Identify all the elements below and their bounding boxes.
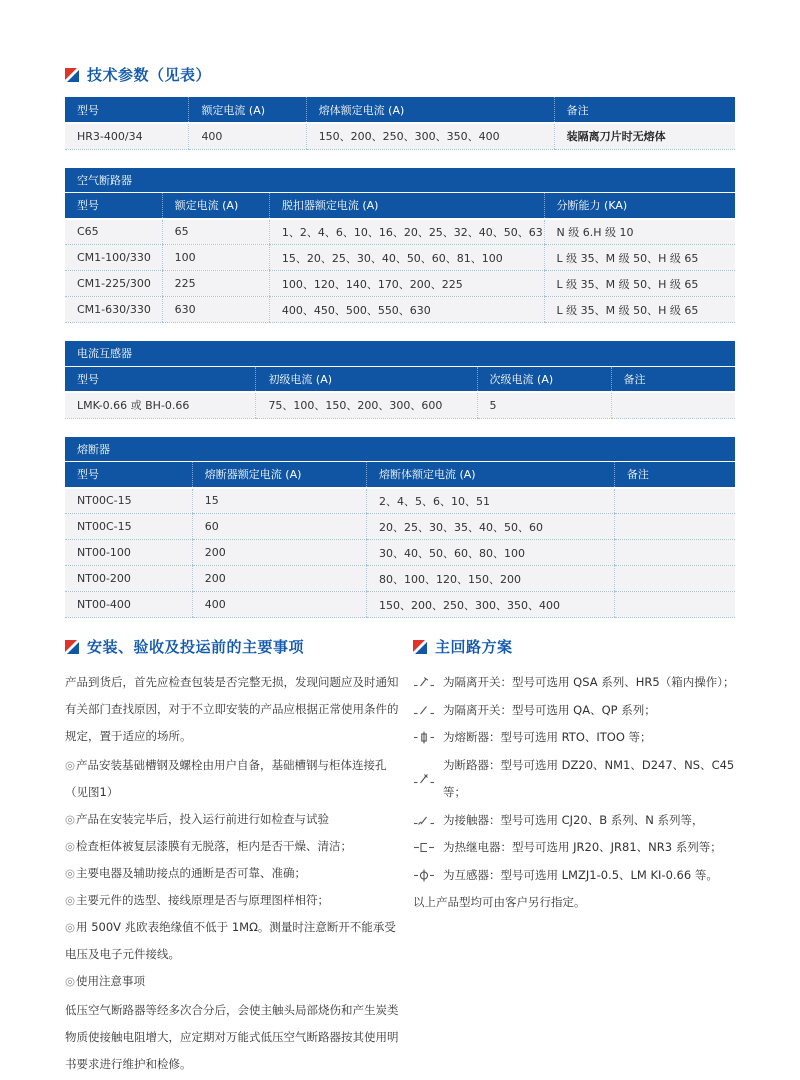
knife-switch-icon	[413, 704, 443, 717]
table-row	[65, 540, 735, 566]
circuit-item-text: 为互感器：型号可选用 LMZJ1-0.5、LM KI-0.66 等。	[443, 867, 718, 882]
install-section	[65, 636, 403, 1080]
table-cell: NT00-400	[65, 592, 192, 618]
bullet-marker-icon: ◎	[65, 839, 76, 853]
bullet-marker-icon: ◎	[65, 974, 76, 988]
table-cell: 200	[192, 540, 366, 566]
circuit-item	[413, 724, 735, 752]
bullet-marker-icon: ◎	[65, 758, 76, 772]
bullet-marker-icon: ◎	[65, 866, 76, 880]
table-header-row	[65, 97, 735, 123]
table-cell: 100	[162, 245, 269, 271]
table-section-band-label: 电流互感器	[65, 341, 735, 366]
spec-table-air-breaker	[65, 168, 735, 324]
section-title-text: 技术参数（见表）	[87, 66, 212, 84]
column-header: 次级电流 (A)	[477, 366, 611, 392]
table-cell: CM1-225/300	[65, 271, 162, 297]
table-section-band-label: 空气断路器	[65, 168, 735, 193]
section-title-text: 安装、验收及投运前的主要事项	[87, 638, 305, 656]
column-header: 熔体额定电流 (A)	[306, 97, 554, 123]
table-cell: 150、200、250、300、350、400	[306, 123, 554, 149]
column-header: 型号	[65, 97, 189, 123]
table-row	[65, 488, 735, 514]
table-cell: 20、25、30、35、40、50、60	[366, 514, 614, 540]
circuit-item-text: 为接触器：型号可选用 CJ20、B 系列、N 系列等，	[443, 812, 704, 827]
circuit-item-text: 为隔离开关：型号可选用 QA、QP 系列；	[443, 702, 656, 717]
column-header: 型号	[65, 462, 192, 488]
table-row	[65, 566, 735, 592]
bullet-text: 产品在安装完毕后，投入运行前进行如检查与试验	[76, 812, 330, 826]
circuit-item	[413, 862, 735, 890]
circuit-item	[413, 752, 735, 807]
install-bullet	[65, 860, 403, 887]
circuit-item-text: 为隔离开关：型号可选用 QSA 系列、HR5（箱内操作）；	[443, 675, 735, 689]
bullet-text: 用 500V 兆欧表绝缘值不低于 1MΩ。测量时注意断开不能承受电压及电子元件接线。	[65, 920, 396, 961]
table-cell: 60	[192, 514, 366, 540]
circuit-item-text: 为熔断器：型号可选用 RTO、ITOO 等；	[443, 730, 652, 744]
install-bullet	[65, 968, 403, 995]
column-header: 额定电流 (A)	[189, 97, 306, 123]
table-row	[65, 123, 735, 149]
table-cell: 400	[189, 123, 306, 149]
install-bullet-list	[65, 752, 403, 995]
table-cell: 65	[162, 219, 269, 245]
column-header: 熔断器额定电流 (A)	[192, 462, 366, 488]
table-cell	[611, 392, 735, 418]
column-header: 熔断体额定电流 (A)	[366, 462, 614, 488]
circuit-section	[413, 636, 735, 1080]
install-intro: 产品到货后，首先应检查包装是否完整无损，发现问题应及时通知有关部门查找原因，对于不立即安装的产品应根据正常使用条件的规定，置于适应的场所。	[65, 675, 399, 743]
table-cell: 15、20、25、30、40、50、60、81、100	[269, 245, 544, 271]
table-cell: 400	[192, 592, 366, 618]
current-transformer-icon	[413, 869, 443, 882]
spec-table-current-transformer	[65, 341, 735, 419]
table-cell: 5	[477, 392, 611, 418]
bullet-text: 产品安装基础槽钢及螺栓由用户自备，基础槽钢与柜体连接孔（见图1）	[65, 758, 387, 799]
table-cell	[614, 514, 735, 540]
circuit-item	[413, 807, 735, 835]
table-cell: LMK-0.66 或 BH-0.66	[65, 392, 256, 418]
table-section-band	[65, 168, 735, 193]
table-cell: NT00-200	[65, 566, 192, 592]
table-cell: L 级 35、M 级 50、H 级 65	[544, 245, 735, 271]
contactor-icon	[413, 814, 443, 827]
table-row	[65, 271, 735, 297]
thermal-relay-icon	[413, 841, 443, 854]
table-cell	[614, 592, 735, 618]
table-row	[65, 392, 735, 418]
circuit-title	[413, 636, 735, 657]
table-cell: N 级 6.H 级 10	[544, 219, 735, 245]
circuit-breaker-icon	[413, 773, 443, 786]
table-cell: 225	[162, 271, 269, 297]
bullet-marker-icon: ◎	[65, 812, 76, 826]
circuit-item	[413, 669, 735, 697]
install-bullet	[65, 833, 403, 860]
table-cell: 30、40、50、60、80、100	[366, 540, 614, 566]
disconnector-switch-icon	[413, 676, 443, 689]
table-cell: CM1-100/330	[65, 245, 162, 271]
table-row	[65, 592, 735, 618]
table-header-row	[65, 193, 735, 219]
table-cell: 80、100、120、150、200	[366, 566, 614, 592]
corner-flag-icon	[413, 640, 427, 654]
column-header: 初级电流 (A)	[256, 366, 477, 392]
circuit-item	[413, 834, 735, 862]
table-cell: L 级 35、M 级 50、H 级 65	[544, 297, 735, 323]
bullet-marker-icon: ◎	[65, 920, 76, 934]
table-cell: 1、2、4、6、10、16、20、25、32、40、50、63	[269, 219, 544, 245]
bullet-text: 主要元件的选型、接线原理是否与原理图样相符；	[76, 893, 330, 907]
circuit-item	[413, 697, 735, 725]
column-header: 型号	[65, 366, 256, 392]
corner-flag-icon	[65, 640, 79, 654]
bullet-text: 主要电器及辅助接点的通断是否可靠、准确；	[76, 866, 307, 880]
spec-table-isolation-switch	[65, 97, 735, 150]
table-cell: 装隔离刀片时无熔体	[554, 123, 735, 149]
column-header: 型号	[65, 193, 162, 219]
table-cell: CM1-630/330	[65, 297, 162, 323]
table-section-band	[65, 437, 735, 462]
table-cell: 630	[162, 297, 269, 323]
table-cell: C65	[65, 219, 162, 245]
table-cell: 400、450、500、550、630	[269, 297, 544, 323]
table-cell: 75、100、150、200、300、600	[256, 392, 477, 418]
table-cell: 2、4、5、6、10、51	[366, 488, 614, 514]
column-header: 备注	[614, 462, 735, 488]
column-header: 备注	[554, 97, 735, 123]
install-outro: 低压空气断路器等经多次合分后，会使主触头局部烧伤和产生炭类物质使接触电阻增大，应定期对万能式低压空气断路器按其使用明书要求进行维护和检修。	[65, 1003, 399, 1071]
tech-params-title	[65, 64, 735, 85]
fuse-icon	[413, 731, 443, 744]
circuit-item-text: 为热继电器：型号可选用 JR20、JR81、NR3 系列等；	[443, 840, 722, 854]
bottom-columns	[65, 636, 735, 1080]
table-cell: 200	[192, 566, 366, 592]
bullet-marker-icon: ◎	[65, 893, 76, 907]
install-bullet	[65, 914, 403, 968]
table-header-row	[65, 366, 735, 392]
spec-table-fuse	[65, 437, 735, 619]
table-row	[65, 245, 735, 271]
table-cell: NT00C-15	[65, 488, 192, 514]
table-cell: 150、200、250、300、350、400	[366, 592, 614, 618]
corner-flag-icon	[65, 68, 79, 82]
table-cell: L 级 35、M 级 50、H 级 65	[544, 271, 735, 297]
table-cell: HR3-400/34	[65, 123, 189, 149]
section-title-text: 主回路方案	[435, 638, 513, 656]
table-cell: NT00C-15	[65, 514, 192, 540]
column-header: 额定电流 (A)	[162, 193, 269, 219]
table-cell	[614, 566, 735, 592]
table-cell	[614, 540, 735, 566]
table-cell: NT00-100	[65, 540, 192, 566]
table-row	[65, 297, 735, 323]
column-header: 脱扣器额定电流 (A)	[269, 193, 544, 219]
column-header: 备注	[611, 366, 735, 392]
install-bullet	[65, 887, 403, 914]
table-row	[65, 219, 735, 245]
install-title	[65, 636, 403, 657]
table-header-row	[65, 462, 735, 488]
column-header: 分断能力 (KA)	[544, 193, 735, 219]
table-section-band-label: 熔断器	[65, 437, 735, 462]
table-cell: 100、120、140、170、200、225	[269, 271, 544, 297]
circuit-footer-note: 以上产品型均可由客户另行指定。	[413, 895, 586, 909]
bullet-text: 检查柜体被复层漆膜有无脱落，柜内是否干燥、清洁；	[76, 839, 353, 853]
bullet-text: 使用注意事项	[76, 974, 146, 988]
table-row	[65, 514, 735, 540]
install-bullet	[65, 806, 403, 833]
install-bullet	[65, 752, 403, 806]
circuit-item-list	[413, 669, 735, 889]
table-cell: 15	[192, 488, 366, 514]
circuit-item-text: 为断路器：型号可选用 DZ20、NM1、D247、NS、C45 等；	[443, 757, 735, 799]
table-section-band	[65, 341, 735, 366]
table-cell	[614, 488, 735, 514]
